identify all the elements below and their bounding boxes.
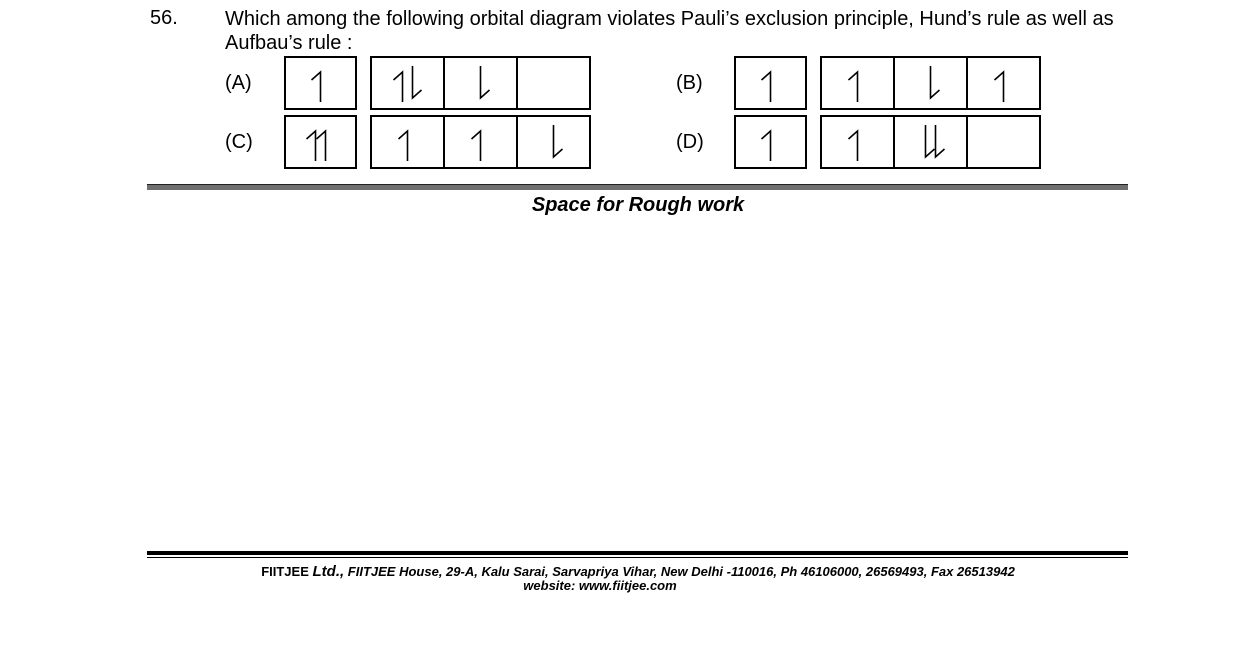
footer-address: FIITJEE House, 29-A, Kalu Sarai, Sarvapriya Vihar, New Delhi -110016, Ph 46106000, 26569493, Fax 26513942	[347, 564, 1015, 579]
rough-work-heading: Space for Rough work	[531, 194, 745, 216]
spin-down-arrow-icon	[481, 66, 490, 98]
spin-up-arrow-icon	[472, 131, 481, 161]
footer-rule-thin	[147, 557, 1128, 558]
spin-up-arrow-icon	[394, 72, 403, 102]
spin-up-arrow-icon	[762, 131, 771, 161]
question-text: Which among the following orbital diagram violates Pauli’s exclusion principle, Hund’s rule as well as Aufbau’s rule :	[225, 8, 1114, 54]
p-orbital-box	[894, 116, 967, 168]
p-orbital-box	[371, 57, 444, 109]
spin-up-arrow-icon	[849, 72, 858, 102]
spin-down-arrow-icon	[936, 125, 945, 157]
option-b-diagram	[734, 56, 1044, 112]
option-c-label: (C)	[225, 131, 253, 153]
spin-up-arrow-icon	[312, 72, 321, 102]
option-d-diagram	[734, 115, 1044, 171]
spin-up-arrow-icon	[762, 72, 771, 102]
option-a-label: (A)	[225, 72, 252, 94]
section-divider	[147, 184, 1128, 190]
spin-down-arrow-icon	[926, 125, 935, 157]
option-a-diagram	[284, 56, 594, 112]
option-b-label: (B)	[676, 72, 703, 94]
spin-up-arrow-icon	[399, 131, 408, 161]
footer-brand: FIITJEE	[261, 564, 309, 579]
spin-down-arrow-icon	[554, 125, 563, 157]
spin-down-arrow-icon	[413, 66, 422, 98]
option-c-diagram	[284, 115, 594, 171]
option-d-label: (D)	[676, 131, 704, 153]
footer-rule-thick	[147, 551, 1128, 555]
p-orbital-box	[967, 116, 1040, 168]
spin-up-arrow-icon	[995, 72, 1004, 102]
spin-down-arrow-icon	[931, 66, 940, 98]
question-number: 56.	[150, 7, 178, 29]
spin-up-arrow-icon	[317, 131, 326, 161]
spin-up-arrow-icon	[849, 131, 858, 161]
footer-website: website: www.fiitjee.com	[523, 578, 677, 593]
footer-ltd: Ltd.,	[312, 563, 345, 580]
spin-up-arrow-icon	[307, 131, 316, 161]
s-orbital-box	[285, 116, 356, 168]
p-orbital-box	[517, 57, 590, 109]
